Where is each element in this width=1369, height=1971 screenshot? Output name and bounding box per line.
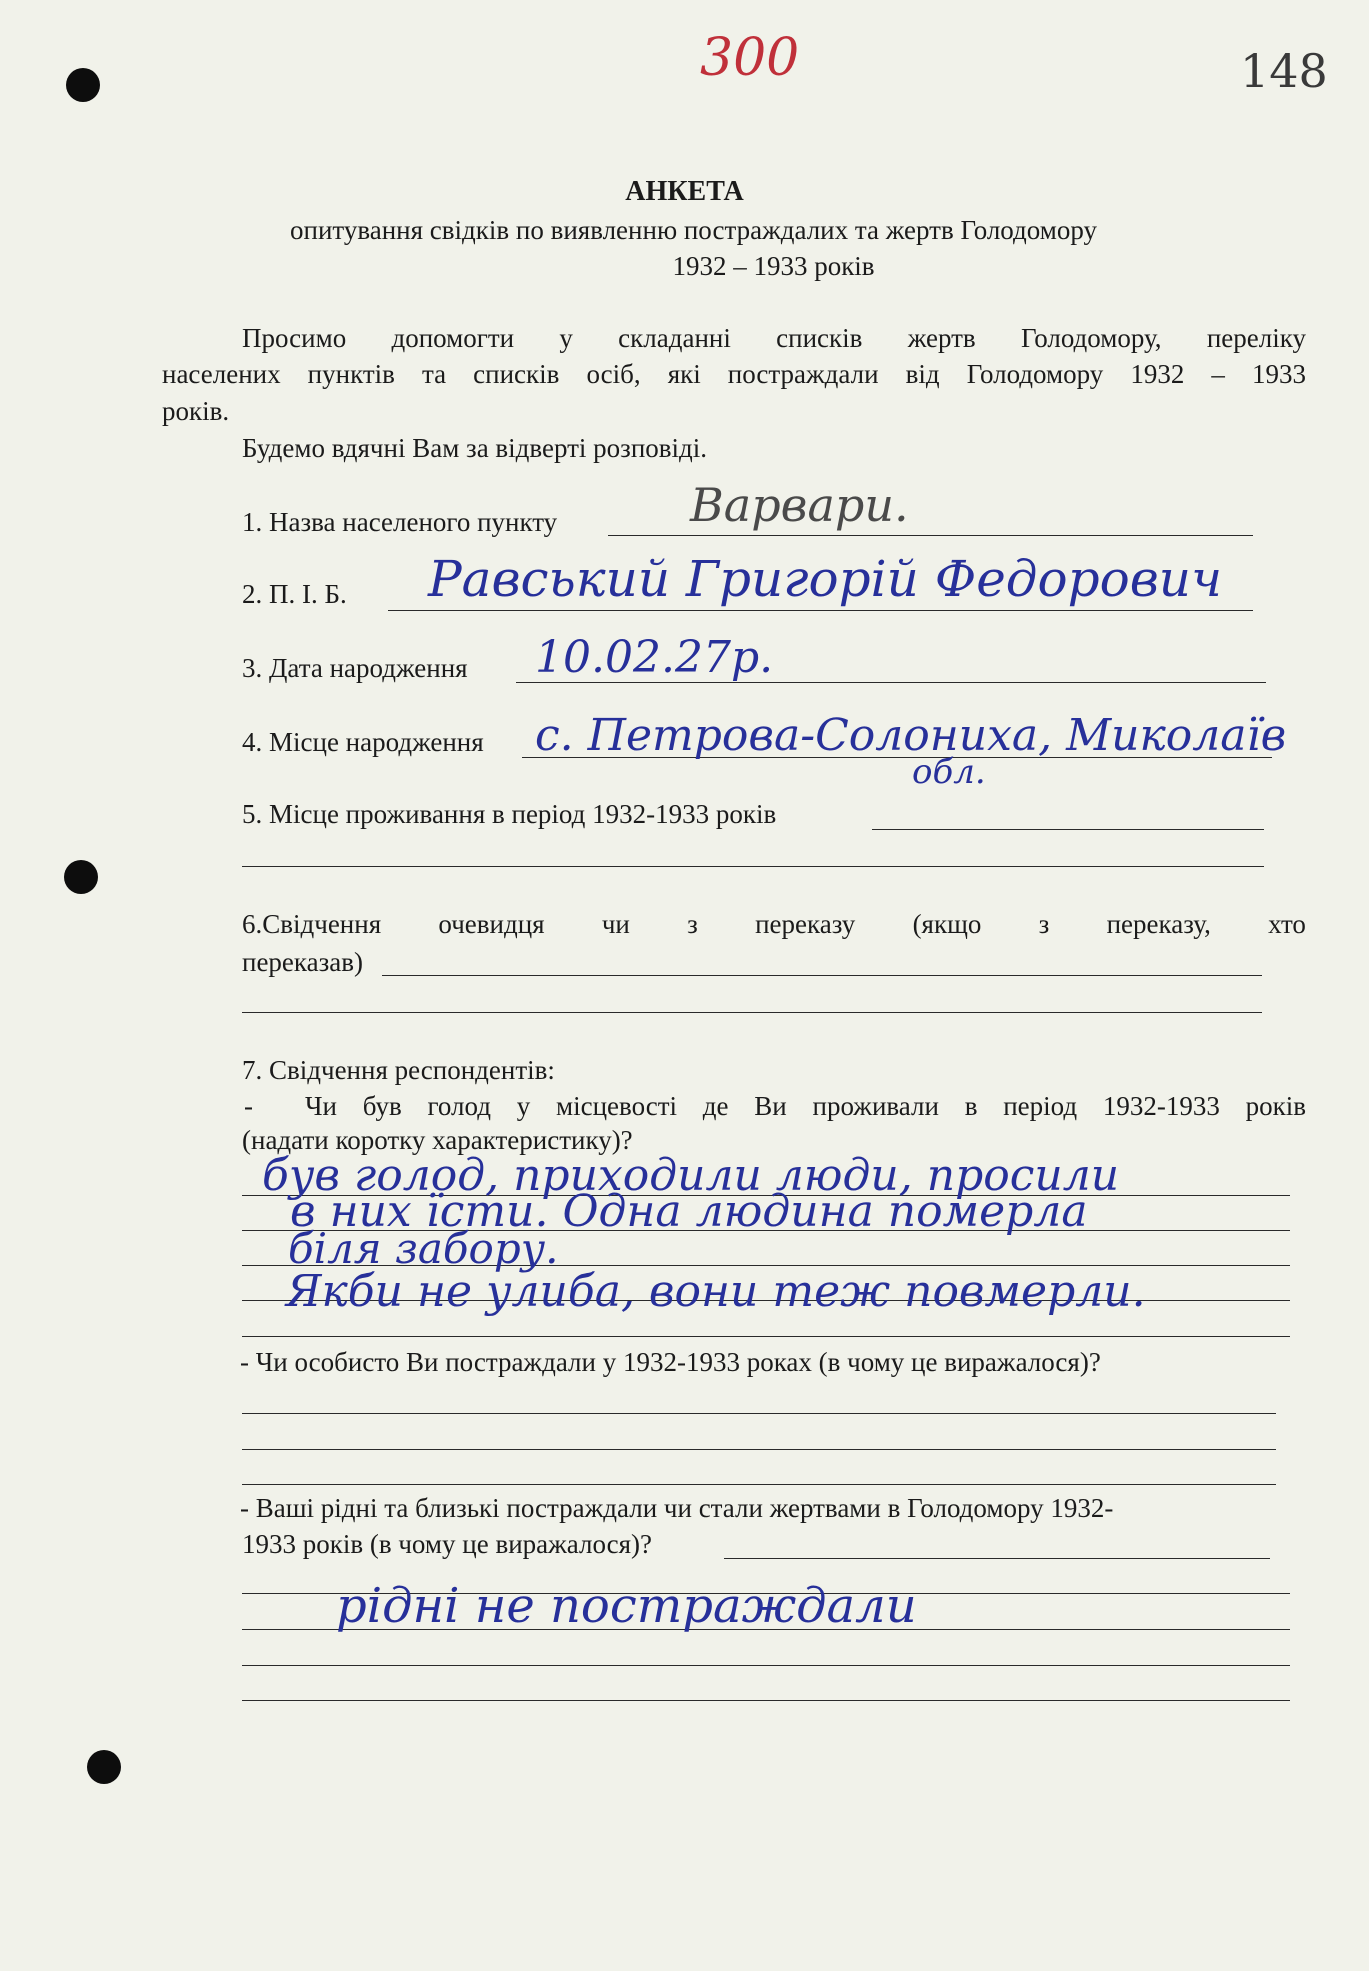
intro-line1: Просимо допомогти у складанні списків жертв Голодомору, переліку [242,323,1306,353]
punch-hole-middle [64,860,98,894]
settlement-value: Варвари. [690,478,909,532]
testimony-label-line1 [242,908,1306,940]
birthplace-value: с. Петрова-Солониха, Миколаїв [535,710,1287,761]
name-value: Равський Григорій Федорович [428,550,1223,608]
form-subtitle-line1: опитування свідків по виявленню постраждалих та жертв Голодомору [290,215,1097,245]
testimony-word: хто [1268,909,1306,939]
intro-line3: років. [162,396,230,426]
testimony-line-1 [382,975,1262,976]
answer3-line1: рідні не постраждали [336,1578,917,1634]
answer1-line1: був голод, приходили люди, просили [262,1150,1120,1201]
name-line [388,610,1253,611]
archive-number: 300 [700,28,800,88]
testimony-line-2 [242,1012,1262,1013]
answer2-line-3 [242,1484,1276,1485]
testimony-word: чи [601,909,630,939]
form-title: АНКЕТА [625,176,744,207]
answer2-line-2 [242,1449,1276,1450]
testimony-word: з [687,909,698,939]
q1-line2: (надати коротку характеристику)? [242,1125,633,1155]
q2-text: - Чи особисто Ви постраждали у 1932-1933 роках (в чому це виражалося)? [240,1347,1101,1377]
testimony-word: 6.Свідчення [242,909,382,939]
residence-label: 5. Місце проживання в період 1932-1933 років [242,799,777,829]
punch-hole-bottom [87,1750,121,1784]
answer1-line4: Якби не улиба, вони теж повмерли. [286,1266,1146,1317]
answer1-line2: в них їсти. Одна людина померла [290,1186,1088,1237]
birthdate-label: 3. Дата народження [242,653,468,683]
punch-hole-top [66,68,100,102]
q1-line1: Чи був голод у місцевості де Ви проживали в період 1932-1933 років [305,1091,1306,1121]
sheet-number: 148 [1240,44,1328,98]
residence-line-1 [872,829,1264,830]
testimony-word: з [1038,909,1050,939]
form-subtitle-line2: 1932 – 1933 років [672,251,875,281]
testimony-word: переказу [755,909,856,939]
testimony-word: (якщо [912,909,982,939]
settlement-line [608,535,1253,536]
q3-line1: - Ваші рідні та близькі постраждали чи стали жертвами в Голодомору 1932- [240,1493,1114,1523]
answer3-line-5 [242,1700,1290,1701]
intro-line2: населених пунктів та списків осіб, які постраждали від Голодомору 1932 – 1933 [162,359,1306,389]
testimony-label-line2: переказав) [242,947,363,977]
name-label: 2. П. І. Б. [242,579,347,609]
answer2-line-1 [242,1413,1276,1414]
birthplace-value-region: обл. [912,752,986,792]
q1-dash: - [244,1091,253,1121]
q3-line2: 1933 років (в чому це виражалося)? [242,1529,653,1559]
answer3-line-4 [242,1665,1290,1666]
answer3-line-1 [724,1558,1270,1559]
birthdate-value: 10.02.27р. [535,632,774,683]
testimony-word: переказу, [1106,909,1211,939]
answer1-line3: біля забору. [288,1224,559,1273]
intro-thanks: Будемо вдячні Вам за відверті розповіді. [242,433,708,463]
respondents-heading: 7. Свідчення респондентів: [242,1055,555,1085]
birthplace-label: 4. Місце народження [242,727,484,757]
residence-line-2 [242,866,1264,867]
settlement-label: 1. Назва населеного пункту [242,507,558,537]
testimony-word: очевидця [438,909,545,939]
answer1-line-5 [242,1336,1290,1337]
